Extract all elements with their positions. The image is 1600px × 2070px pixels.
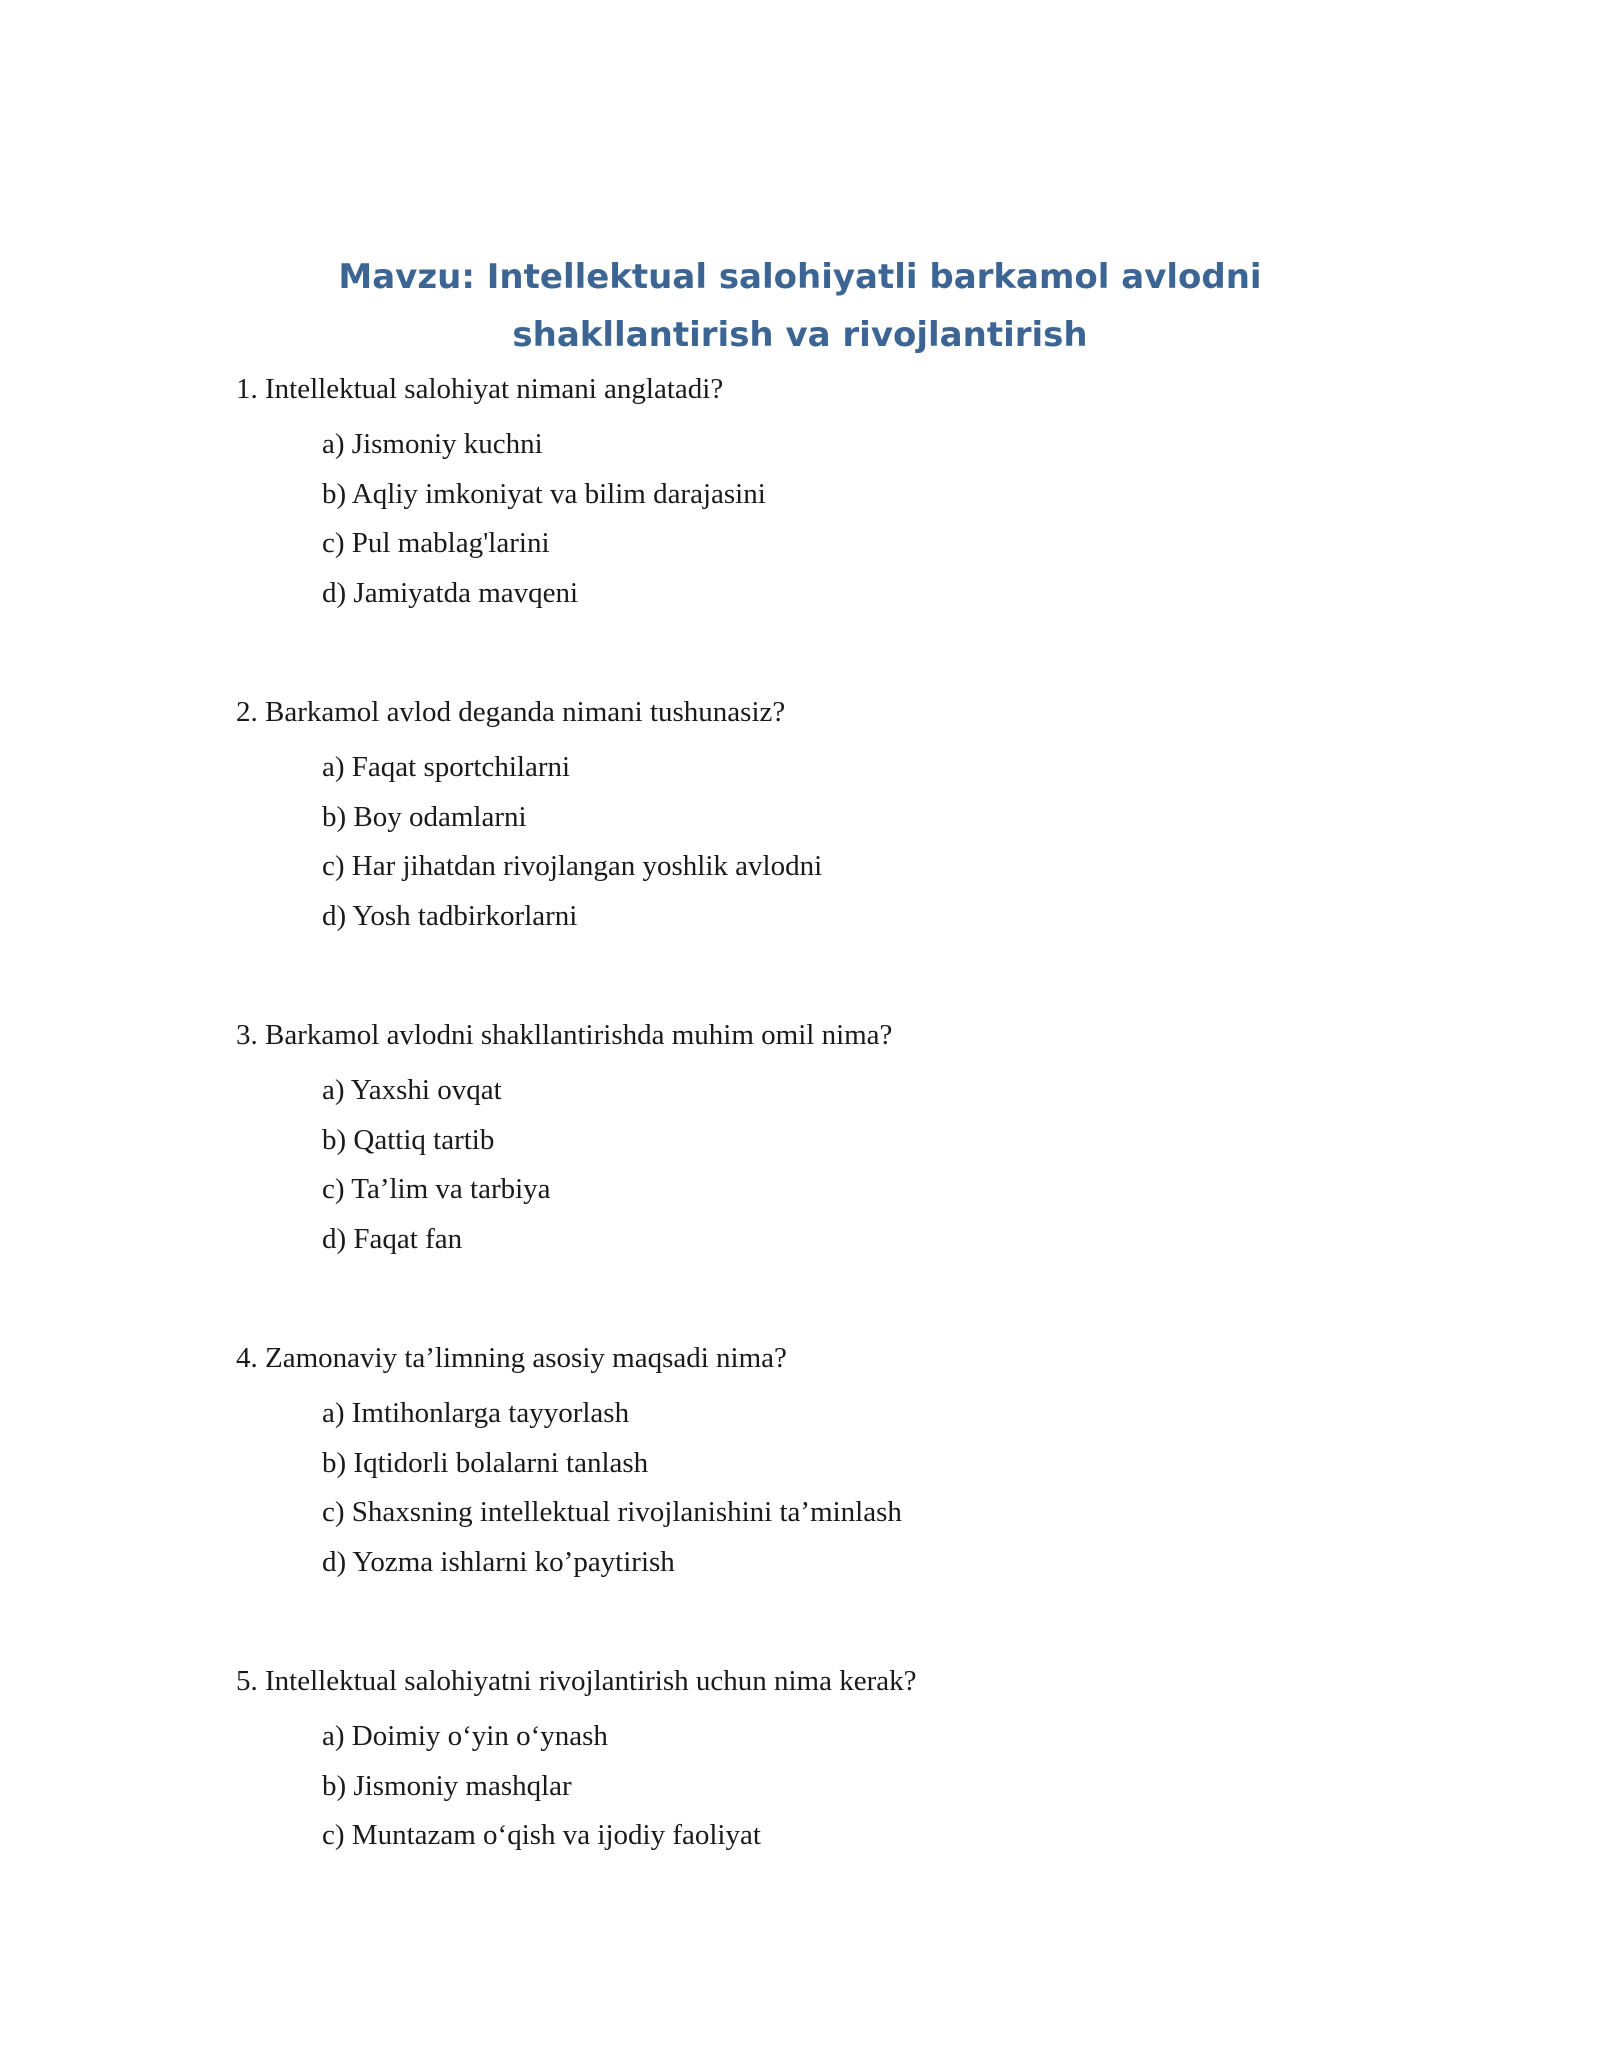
question-2-option-d: d) Yosh tadbirkorlarni: [322, 899, 578, 932]
question-3: 3. Barkamol avlodni shakllantirishda muhim omil nima?: [236, 1019, 893, 1051]
question-1-option-b: b) Aqliy imkoniyat va bilim darajasini: [322, 477, 766, 510]
page-title: Mavzu: Intellektual salohiyatli barkamol avlodni shakllantirish va rivojlantirish: [338, 257, 1262, 355]
question-5: 5. Intellektual salohiyatni rivojlantirish uchun nima kerak?: [236, 1665, 917, 1697]
question-3-options: [322, 1066, 551, 1264]
question-2-options: [322, 743, 822, 941]
question-3-option-b: b) Qattiq tartib: [322, 1123, 495, 1156]
question-2-option-b: b) Boy odamlarni: [322, 800, 527, 833]
question-1-option-c: c) Pul mablag'larini: [322, 527, 550, 559]
question-4-option-c: c) Shaxsning intellektual rivojlanishini ta’minlash: [322, 1496, 902, 1528]
question-5-options: [322, 1712, 761, 1861]
question-5-option-a: a) Doimiy o‘yin o‘ynash: [322, 1720, 608, 1752]
question-4-option-d: d) Yozma ishlarni ko’paytirish: [322, 1545, 675, 1578]
question-2-option-a: a) Faqat sportchilarni: [322, 751, 571, 783]
question-4-options: [322, 1389, 902, 1587]
question-3-option-d: d) Faqat fan: [322, 1222, 463, 1255]
question-4-option-a: a) Imtihonlarga tayyorlash: [322, 1397, 630, 1429]
question-1-options: [322, 420, 766, 618]
question-4: 4. Zamonaviy ta’limning asosiy maqsadi nima?: [236, 1342, 787, 1374]
question-5-option-c: c) Muntazam o‘qish va ijodiy faoliyat: [322, 1819, 761, 1851]
question-4-option-b: b) Iqtidorli bolalarni tanlash: [322, 1446, 649, 1479]
question-5-option-b: b) Jismoniy mashqlar: [322, 1769, 572, 1802]
question-3-option-a: a) Yaxshi ovqat: [322, 1074, 502, 1106]
question-1-option-a: a) Jismoniy kuchni: [322, 428, 543, 460]
question-1-option-d: d) Jamiyatda mavqeni: [322, 576, 579, 609]
question-3-option-c: c) Ta’lim va tarbiya: [322, 1173, 551, 1205]
question-2: 2. Barkamol avlod deganda nimani tushunasiz?: [236, 696, 786, 728]
question-2-option-c: c) Har jihatdan rivojlangan yoshlik avlodni: [322, 850, 823, 882]
question-1: 1. Intellektual salohiyat nimani anglatadi?: [236, 373, 724, 405]
